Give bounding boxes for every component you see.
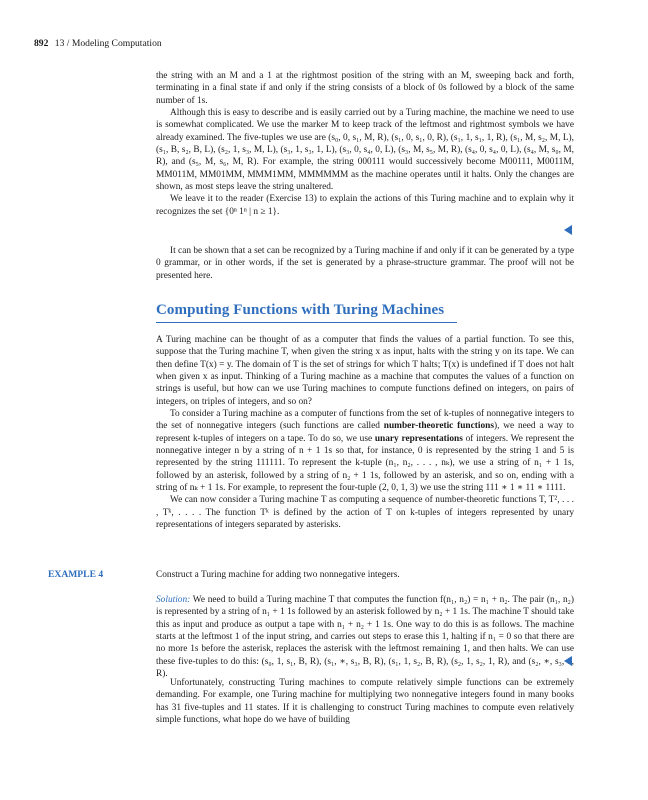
end-of-example-marker [564, 656, 572, 666]
paragraph: We can now consider a Turing machine T as computing a sequence of number-theoretic functions T, T², . . . , Tᵏ, . . . . The function Tᵏ is defined by the action of T on k-tuples of integers represented by unary representations of integers separated by asterisks. [156, 495, 574, 531]
text-block-functions [156, 334, 574, 532]
paragraph: Unfortunately, constructing Turing machines to compute relatively simple functions can be extremely demanding. For example, one Turing machine for multiplying two nonnegative integers found in many books has 31 five-tuples and 11 states. If it is challenging to construct Turing machines to compute even relatively simple functions, what hope do we have of building [156, 678, 574, 726]
paragraph: A Turing machine can be thought of as a computer that finds the values of a partial function. To see this, suppose that the Turing machine T, when given the string x as input, halts with the string y on its tape. We can then define T(x) = y. The domain of T is the set of strings for which T halts; T(x) is undefined if T does not halt when given x as input. Thinking of a Turing machine as a machine that computes the values of a function on strings is useful, but how can we use Turing machines to compute functions defined on integers, on pairs of integers, on triples of integers, and so on? [156, 335, 574, 407]
section-underline [156, 322, 457, 323]
text-block-recognition [156, 70, 574, 218]
paragraph: We leave it to the reader (Exercise 13) to explain the actions of this Turing machine and to explain why it recognizes the set {0ⁿ 1ⁿ | n ≥ 1}. [156, 194, 574, 217]
paragraph: It can be shown that a set can be recognized by a Turing machine if and only if it can be generated by a type 0 grammar, or in other words, if the set is generated by a phrase-structure grammar. The proof will not be presented here. [156, 246, 574, 281]
term-unary-representations: unary representations [374, 433, 463, 444]
example-statement [156, 569, 574, 581]
term-number-theoretic: number-theoretic functions [383, 421, 494, 432]
paragraph: the string with an M and a 1 at the rightmost position of the string with an M, sweeping back and forth, terminating in a final state if and only if the string consists of a block of 0s followed by a block of the same number of 1s. [156, 71, 574, 106]
page-number: 892 [34, 38, 49, 49]
solution-label: Solution: [156, 595, 191, 605]
paragraph: Solution: We need to build a Turing machine T that computes the function f(n₁, n₂) = n₁ + n₂. The pair (n₁, n₂) is represented by a string of n₁ + 1 1s followed by an asterisk followed by n₂ + 1 1s. The machine T should take this as input and produce as output a tape with n₁ + n₂ + 1 1s. One way to do this is as follows. The machine starts at the leftmost 1 of the input string, and carries out steps to erase this 1, halting if n₁ = 0 so that there are no more 1s before the asterisk, replaces the asterisk with the leftmost remaining 1, and then halts. We can use these five-tuples to do this: (s₀, 1, s₁, B, R), (s₁, ∗, s₃, B, R), (s₁, 1, s₂, B, R), (s₂, 1, s₂, 1, R), and (s₂, ∗, s₃, 1, R). [156, 595, 574, 680]
paragraph: To consider a Turing machine as a computer of functions from the set of k-tuples of nonnegative integers to the set of nonnegative integers (such functions are called number-theoretic functions), we need a way to represent k-tuples of integers on a tape. To do so, we use unary representations of integers. We represent the nonnegative integer n by a string of n + 1 1s so that, for instance, 0 is represented by the string 1 and 5 is represented by the string 111111. To represent the k-tuple (n₁, n₂, . . . , nₖ), we use a string of n₁ + 1 1s, followed by an asterisk, followed by a string of n₂ + 1 1s, followed by an asterisk, and so on, ending with a string of nₖ + 1 1s. For example, to represent the four-tuple (2, 0, 1, 3) we use the string 111 ∗ 1 ∗ 11 ∗ 1111. [156, 409, 574, 494]
paragraph: Although this is easy to describe and is easily carried out by a Turing machine, the machine we need to use is somewhat complicated. We use the marker M to keep track of the leftmost and rightmost symbols we have already examined. The five-tuples we use are (s₀, 0, s₁, M, R), (s₁, 0, s₁, 0, R), (s₁, 1, s₁, 1, R), (s₁, M, s₂, M, L), (s₁, B, s₂, B, L), (s₂, 1, s₃, M, L), (s₃, 1, s₃, 1, L), (s₃, 0, s₄, 0, L), (s₃, M, s₅, M, R), (s₄, 0, s₄, 0, L), (s₄, M, s₀, M, R), and (s₅, M, s₆, M, R). For example, the string 000111 would successively become M00111, M0011M, MM011M, MM01MM, MMM1MM, MMMMMM as the machine operates until it halts. Only the changes are shown, as most steps leave the string unaltered. [156, 108, 574, 193]
section-title: Computing Functions with Turing Machines [156, 302, 445, 318]
text-block-grammar [156, 245, 574, 282]
end-of-example-marker [564, 225, 572, 235]
text-block-closing [156, 677, 574, 726]
example-text: Construct a Turing machine for adding two nonnegative integers. [156, 570, 400, 580]
solution-block [156, 594, 574, 680]
chapter-title: 13 / Modeling Computation [54, 38, 162, 49]
example-label: EXAMPLE 4 [48, 569, 104, 580]
running-header [34, 38, 162, 49]
